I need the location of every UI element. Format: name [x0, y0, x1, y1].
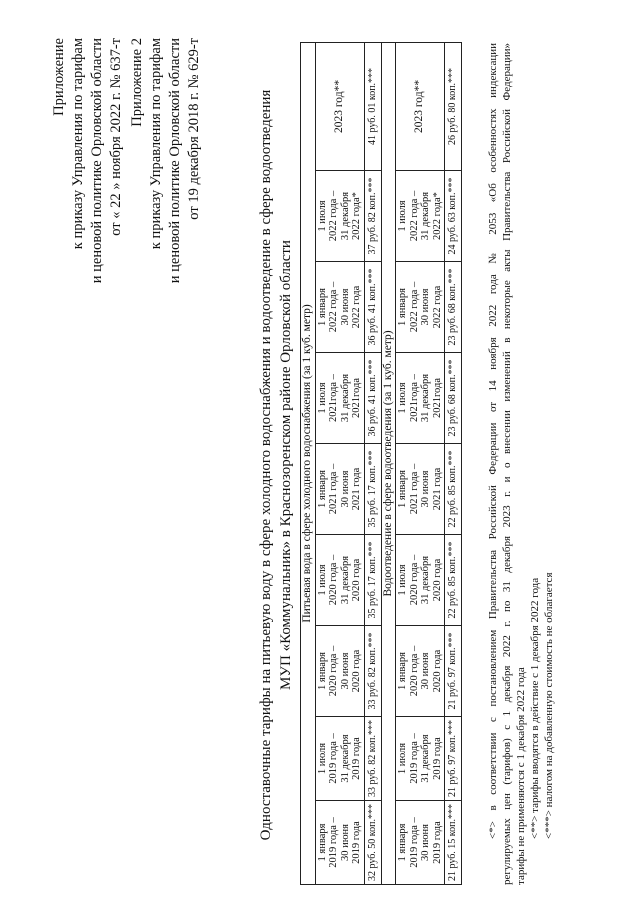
period-start: 1 июля — [397, 200, 408, 232]
period-end: 31 декабря — [420, 373, 431, 423]
approval-heading: Приложение — [51, 38, 67, 116]
period-cell — [396, 801, 445, 885]
period-end-year: 2019 года — [351, 737, 362, 780]
approval-order-line: к приказу Управления по тарифам — [70, 38, 86, 250]
value-row — [445, 42, 462, 884]
year-cell: 2023 год** — [396, 42, 445, 170]
footnote-2: <**> тарифы вводятся в действие с 1 декабря 2022 года — [529, 577, 541, 839]
period-end-year: 2019 года — [431, 737, 443, 780]
period-end: 30 июня — [420, 652, 431, 690]
tariff-value: 35 руб. 17 коп.*** — [364, 444, 381, 535]
period-end-year: 2022 года* — [351, 192, 362, 240]
period-cell — [315, 444, 364, 535]
period-end: 30 июня — [339, 470, 351, 508]
period-end: 30 июня — [420, 288, 431, 326]
period-end: 31 декабря — [420, 734, 431, 783]
tariff-value: 23 руб. 68 коп.*** — [445, 262, 462, 353]
period-cell — [315, 801, 364, 885]
section-header-row — [301, 42, 316, 884]
period-year: 2019 года – — [408, 733, 420, 784]
tariff-value: 23 руб. 68 коп.*** — [445, 353, 462, 444]
period-year: 2022 года – — [328, 190, 339, 242]
footnote-1-line-3: тарифы не применяются с 1 декабря 2022 года — [515, 667, 527, 885]
period-start: 1 июля — [316, 200, 328, 232]
period-year: 2020 года – — [408, 554, 420, 606]
period-cell — [315, 535, 364, 626]
period-year: 2021года – — [408, 374, 420, 422]
period-start: 1 июля — [397, 564, 408, 596]
period-year: 2020 года – — [408, 645, 420, 697]
period-year: 2022 года – — [408, 281, 420, 333]
period-start: 1 июля — [316, 742, 328, 775]
tariff-value: 33 руб. 82 коп.*** — [364, 717, 381, 801]
period-year: 2019 года – — [328, 817, 339, 868]
period-cell — [315, 353, 364, 444]
period-end-year: 2020 года — [351, 649, 362, 693]
section-title-water: Питьевая вода в сфере холодного водоснабжения (за 1 куб. метр) — [301, 42, 316, 884]
period-end-year: 2021года — [351, 378, 362, 418]
period-cell — [396, 171, 445, 262]
period-start: 1 июля — [397, 382, 408, 414]
section-title-wastewater: Водоотведение в сфере водоотведения (за 1 куб. метр) — [381, 42, 396, 884]
period-cell — [396, 353, 445, 444]
tariff-value: 21 руб. 97 коп.*** — [445, 626, 462, 717]
approval-block-current — [50, 38, 126, 283]
footnote-3: <***> налогом на добавленную стоимость не облагается — [543, 572, 555, 839]
period-year: 2022 года – — [328, 281, 339, 333]
period-year: 2020 года – — [328, 554, 339, 606]
period-year: 2020 года – — [328, 645, 339, 697]
footnote-1-line-2: регулируемых цен (тарифов) с 1 декабря 2022 г. по 31 декабря 2023 г. и о внесении изменений в некоторые акты Правительства Российской Федерации» — [501, 43, 513, 885]
period-year: 2019 года – — [328, 733, 339, 784]
tariff-value: 35 руб. 17 коп.*** — [364, 535, 381, 626]
period-end-year: 2022 года* — [431, 192, 443, 240]
period-end-year: 2022 года — [351, 285, 362, 329]
period-start: 1 января — [316, 470, 328, 508]
period-year: 2019 года – — [408, 817, 420, 868]
tariff-value: 41 руб. 01 коп.*** — [364, 42, 381, 170]
period-row — [396, 42, 445, 884]
period-end: 30 июня — [339, 652, 351, 690]
approval-heading: Приложение 2 — [129, 38, 145, 127]
period-end-year: 2021года — [431, 378, 443, 418]
period-row — [315, 42, 364, 884]
period-end-year: 2021 года — [351, 467, 362, 511]
period-start: 1 января — [397, 470, 408, 508]
period-start: 1 июля — [397, 742, 408, 775]
period-cell — [396, 717, 445, 801]
period-end: 31 декабря — [339, 555, 351, 605]
period-end-year: 2021 года — [431, 467, 443, 511]
period-start: 1 января — [397, 652, 408, 690]
tariff-table — [300, 42, 462, 885]
tariff-value: 36 руб. 41 коп.*** — [364, 353, 381, 444]
period-start: 1 января — [397, 288, 408, 326]
period-end-year: 2019 года — [351, 821, 362, 864]
value-row — [364, 42, 381, 884]
tariff-value: 21 руб. 15 коп.*** — [445, 801, 462, 885]
period-cell — [396, 444, 445, 535]
approval-block-previous — [128, 38, 204, 283]
period-cell — [315, 262, 364, 353]
tariff-value: 32 руб. 50 коп.*** — [364, 801, 381, 885]
tariff-value: 37 руб. 82 коп.*** — [364, 171, 381, 262]
period-year: 2022 года – — [408, 190, 420, 242]
period-start: 1 июля — [316, 382, 328, 414]
period-end: 31 декабря — [339, 191, 351, 241]
period-end: 31 декабря — [339, 734, 351, 783]
period-cell — [396, 262, 445, 353]
tariff-value: 22 руб. 85 коп.*** — [445, 444, 462, 535]
period-end: 30 июня — [420, 470, 431, 508]
footnotes — [486, 43, 556, 885]
tariff-value: 21 руб. 97 коп.*** — [445, 717, 462, 801]
period-end-year: 2020 года — [431, 558, 443, 602]
document-title: Одноставочные тарифы на питьевую воду в сфере холодного водоснабжения и водоотведение в сфере водоотведения — [258, 89, 274, 841]
approval-order-line: к приказу Управления по тарифам — [148, 38, 164, 250]
tariff-value: 22 руб. 85 коп.*** — [445, 535, 462, 626]
period-end: 30 июня — [420, 823, 431, 862]
period-start: 1 января — [397, 823, 408, 862]
period-end: 30 июня — [339, 823, 351, 862]
approval-date-line: от 19 декабря 2018 г. № 629-т — [186, 38, 202, 220]
period-cell — [315, 171, 364, 262]
tariff-value: 24 руб. 63 коп.*** — [445, 171, 462, 262]
period-end-year: 2020 года — [431, 649, 443, 693]
period-cell — [315, 717, 364, 801]
section-header-row — [381, 42, 396, 884]
period-cell — [396, 626, 445, 717]
period-cell — [315, 626, 364, 717]
tariff-value: 36 руб. 41 коп.*** — [364, 262, 381, 353]
period-start: 1 января — [316, 652, 328, 690]
tariff-value: 33 руб. 82 коп.*** — [364, 626, 381, 717]
approval-authority-line: и ценовой политике Орловской области — [89, 38, 105, 284]
tariff-value: 26 руб. 80 коп.*** — [445, 42, 462, 170]
period-end-year: 2022 года — [431, 285, 443, 329]
approval-authority-line: и ценовой политике Орловской области — [167, 38, 183, 284]
period-year: 2021года – — [328, 374, 339, 422]
period-start: 1 января — [316, 288, 328, 326]
footnote-1-line-1: <*> в соответствии с постановлением Правительства Российской Федерации от 14 ноября 2022 года № 2053 «Об особенностях индексации — [487, 43, 499, 839]
period-end-year: 2020 года — [351, 558, 362, 602]
period-end: 31 декабря — [420, 555, 431, 605]
period-end: 30 июня — [339, 288, 351, 326]
period-year: 2021 года – — [408, 463, 420, 515]
year-cell: 2023 год** — [315, 42, 364, 170]
period-end: 31 декабря — [339, 373, 351, 423]
period-cell — [396, 535, 445, 626]
period-start: 1 июля — [316, 564, 328, 596]
approval-date-line: от « 22 » ноября 2022 г. № 637-т — [108, 38, 124, 236]
period-start: 1 января — [316, 823, 328, 862]
period-year: 2021 года – — [328, 463, 339, 515]
period-end-year: 2019 года — [431, 821, 443, 864]
document-subtitle: МУП «Коммунальник» в Краснозоренском районе Орловской области — [278, 240, 294, 690]
period-end: 31 декабря — [420, 191, 431, 241]
